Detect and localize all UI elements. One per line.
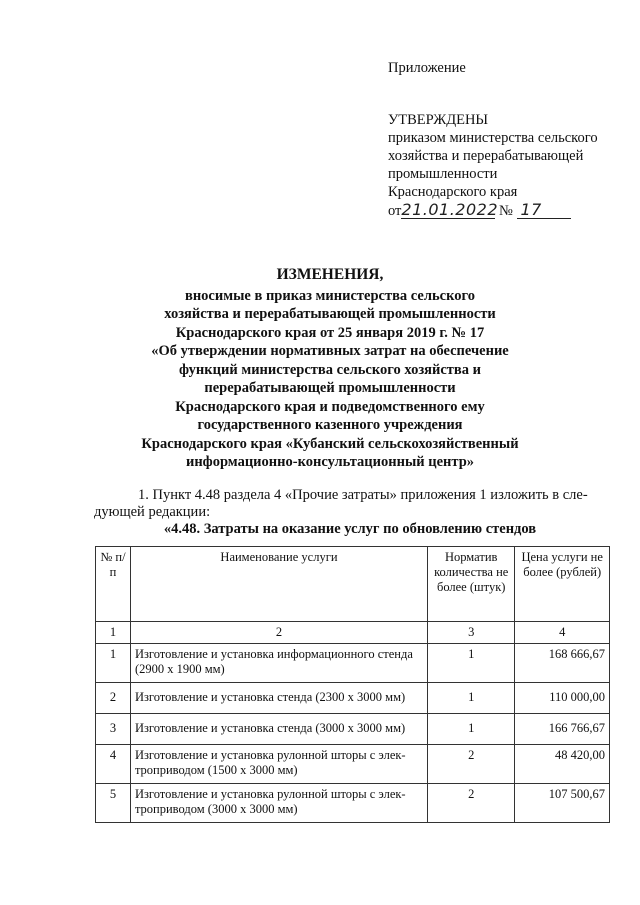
table-row — [96, 683, 610, 714]
header-name: Наименование услуги — [130, 547, 427, 622]
row-num: 5 — [96, 784, 131, 823]
services-table — [95, 546, 610, 823]
row-qty: 2 — [428, 745, 515, 784]
row-qty: 1 — [428, 714, 515, 745]
row-price: 48 420,00 — [515, 745, 610, 784]
from-label: от — [388, 203, 402, 219]
title-line: государственного казенного учреждения — [197, 417, 463, 433]
title-line: функций министерства сельского хозяйства и — [179, 361, 481, 378]
table-row — [96, 784, 610, 823]
row-name: Изготовление и установка стенда (3000 х 3000 мм) — [130, 714, 427, 745]
title-line: Краснодарского края «Кубанский сельскохозяйственный — [141, 435, 519, 452]
row-price: 107 500,67 — [515, 784, 610, 823]
row-qty: 2 — [428, 784, 515, 823]
title-line: Краснодарского края от 25 января 2019 г. № 17 — [175, 324, 485, 341]
row-price: 166 766,67 — [515, 714, 610, 745]
row-num: 1 — [96, 644, 131, 683]
row-num: 4 — [96, 745, 131, 784]
title-main: ИЗМЕНЕНИЯ, — [276, 266, 384, 283]
col-number: 3 — [428, 622, 515, 644]
table-header-row — [96, 547, 610, 622]
title-line: хозяйства и перерабатывающей промышленности — [164, 306, 496, 322]
title-line: перерабатывающей промышленности — [204, 380, 456, 396]
subheading-text: «4.48. Затраты на оказание услуг по обновлению стендов — [163, 521, 537, 537]
approved-title: УТВЕРЖДЕНЫ — [388, 112, 489, 128]
approved-line: хозяйства и перерабатывающей — [388, 148, 584, 164]
approved-line: Краснодарского края — [388, 184, 518, 200]
approved-line: промышленности — [388, 166, 498, 182]
header-norm: Норматив количества не более (штук) — [428, 547, 515, 622]
approval-block — [388, 111, 628, 220]
title-line: информационно-консультационный центр» — [185, 454, 475, 470]
header-num: № п/п — [96, 547, 131, 622]
table-row — [96, 714, 610, 745]
handwritten-date: 21.01.2022 — [401, 200, 499, 219]
section-subheading — [0, 521, 640, 538]
row-name: Изготовление и установка информационного стенда (2900 х 1900 мм) — [130, 644, 427, 683]
document-title — [80, 266, 580, 472]
col-number: 4 — [515, 622, 610, 644]
row-num: 3 — [96, 714, 131, 745]
row-name: Изготовление и установка рулонной шторы с элек-троприводом (1500 х 3000 мм) — [130, 745, 427, 784]
title-line: «Об утверждении нормативных затрат на обеспечение — [151, 343, 509, 359]
table-row — [96, 745, 610, 784]
date-number-line — [388, 201, 628, 220]
row-name: Изготовление и установка рулонной шторы с элек-троприводом (3000 х 3000 мм) — [130, 784, 427, 823]
header-price: Цена услуги не более (рублей) — [515, 547, 610, 622]
row-qty: 1 — [428, 644, 515, 683]
table-row — [96, 644, 610, 683]
row-price: 168 666,67 — [515, 644, 610, 683]
col-number: 2 — [130, 622, 427, 644]
row-price: 110 000,00 — [515, 683, 610, 714]
appendix-label: Приложение — [388, 60, 466, 76]
handwritten-number: 17 — [517, 201, 571, 219]
title-line: вносимые в приказ министерства сельского — [185, 287, 475, 304]
column-numbers-row — [96, 622, 610, 644]
col-number: 1 — [96, 622, 131, 644]
body-paragraph: 1. Пункт 4.48 раздела 4 «Прочие затраты» приложения 1 изложить в сле-дующей редакции: — [94, 487, 588, 520]
number-label: № — [499, 203, 513, 219]
title-line: Краснодарского края и подведомственного ему — [175, 398, 485, 415]
row-qty: 1 — [428, 683, 515, 714]
approved-line: приказом министерства сельского — [388, 130, 598, 146]
row-name: Изготовление и установка стенда (2300 х 3000 мм) — [130, 683, 427, 714]
row-num: 2 — [96, 683, 131, 714]
